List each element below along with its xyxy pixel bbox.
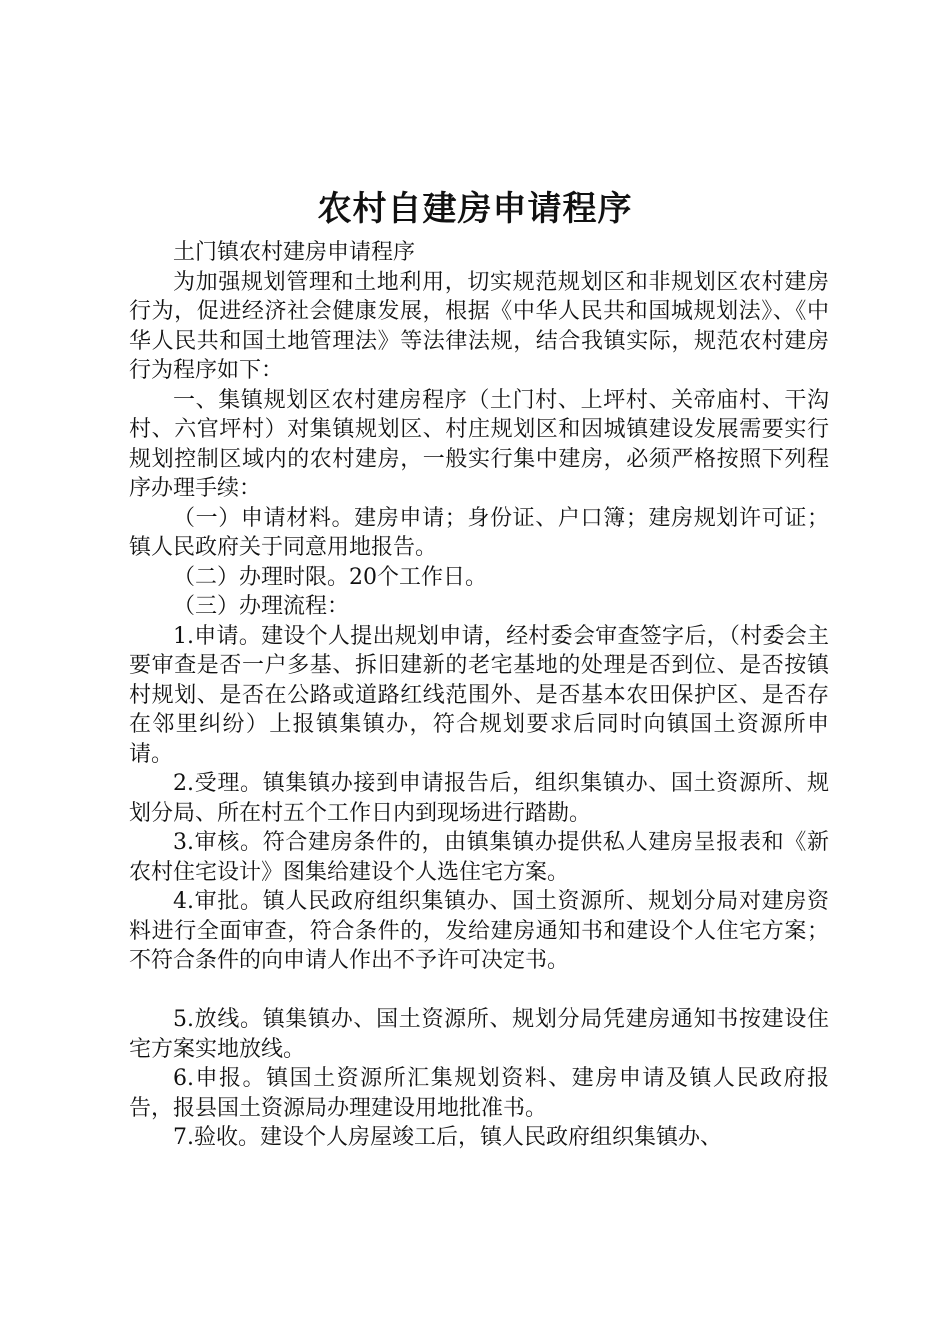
document-body xyxy=(129,238,829,1153)
step-layout-paragraph: 5.放线。镇集镇办、国土资源所、规划分局凭建房通知书按建设住宅方案实地放线。 xyxy=(129,1007,829,1062)
step-inspect-paragraph: 7.验收。建设个人房屋竣工后，镇人民政府组织集镇办、 xyxy=(173,1125,722,1150)
step-apply-paragraph: 1.申请。建设个人提出规划申请，经村委会审查签字后，（村委会主要审查是否一户多基、拆旧建新的老宅基地的处理是否到位、是否按镇村规划、是否在公路或道路红线范围外、是否基本农田保护区、是否存在邻里纠纷）上报镇集镇办，符合规划要求后同时向镇国土资源所申请。 xyxy=(129,623,829,767)
time-limit-paragraph: （二）办理时限。20个工作日。 xyxy=(173,564,487,590)
materials-paragraph: （一）申请材料。建房申请；身份证、户口簿；建房规划许可证；镇人民政府关于同意用地报告。 xyxy=(129,505,829,560)
subtitle-paragraph: 土门镇农村建房申请程序 xyxy=(173,240,416,265)
step-approve-paragraph: 4.审批。镇人民政府组织集镇办、国土资源所、规划分局对建房资料进行全面审查，符合条件的，发给建房通知书和建设个人住宅方案；不符合条件的向申请人作出不予许可决定书。 xyxy=(129,889,829,973)
step-report-paragraph: 6.申报。镇国土资源所汇集规划资料、建房申请及镇人民政府报告，报县国土资源局办理建设用地批准书。 xyxy=(129,1066,829,1121)
document-title: 农村自建房申请程序 xyxy=(317,189,633,229)
step-review-paragraph: 3.审核。符合建房条件的，由镇集镇办提供私人建房呈报表和《新农村住宅设计》图集给建设个人选住宅方案。 xyxy=(129,830,829,885)
process-heading-paragraph: （三）办理流程： xyxy=(173,594,350,619)
step-accept-paragraph: 2.受理。镇集镇办接到申请报告后，组织集镇办、国土资源所、规划分局、所在村五个工作日内到现场进行踏勘。 xyxy=(129,771,829,826)
intro-paragraph: 为加强规划管理和土地利用，切实规范规划区和非规划区农村建房行为，促进经济社会健康发展，根据《中华人民共和国城规划法》、《中华人民共和国土地管理法》等法律法规，结合我镇实际，规范农村建房行为程序如下： xyxy=(129,269,829,383)
blank-line xyxy=(129,976,829,1006)
section-one-paragraph: 一、集镇规划区农村建房程序（土门村、上坪村、关帝庙村、干沟村、六官坪村）对集镇规划区、村庄规划区和因城镇建设发展需要实行规划控制区域内的农村建房，一般实行集中建房，必须严格按照下列程序办理手续： xyxy=(129,387,829,501)
